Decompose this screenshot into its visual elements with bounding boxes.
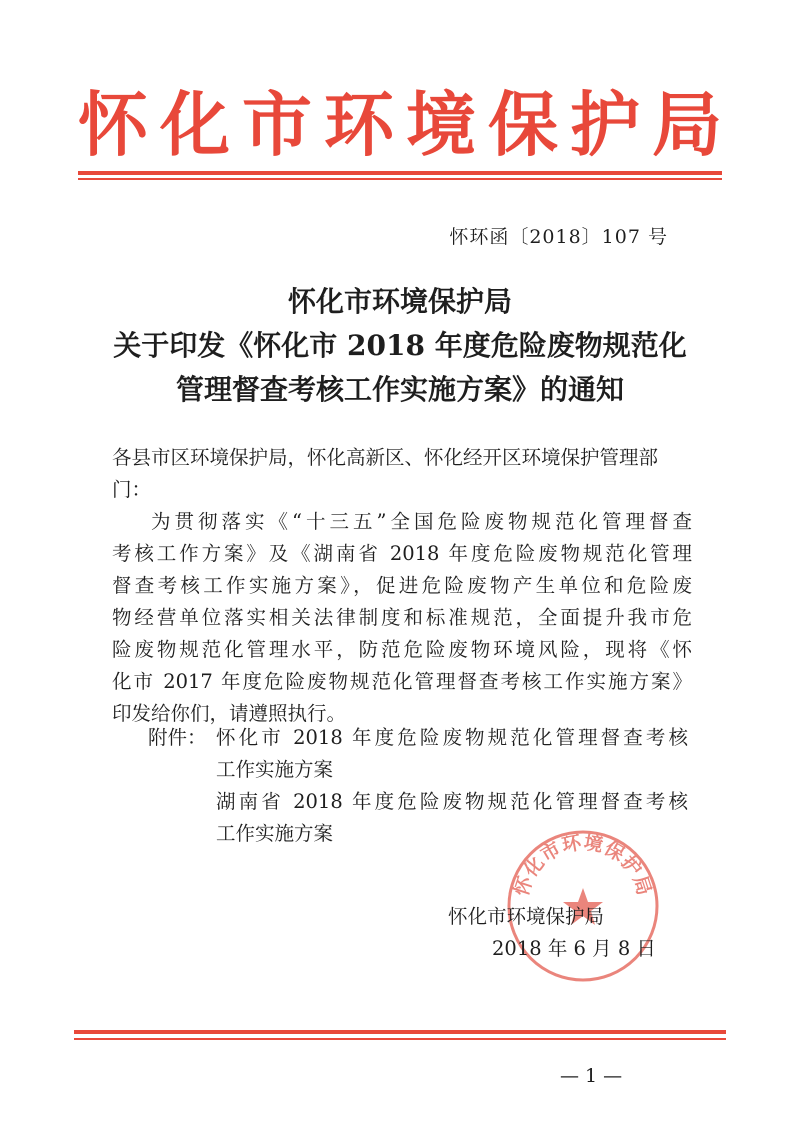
attachments-label: 附件： (148, 726, 207, 749)
page-number: — 1 — (560, 1065, 623, 1087)
attachment-item-line: 怀化市 2018 年度危险废物规范化管理督查考核 (216, 726, 688, 749)
masthead-char: 局 (652, 84, 722, 166)
footer-rule-thin (74, 1038, 726, 1040)
masthead-char: 环 (324, 84, 394, 166)
masthead-char: 怀 (78, 84, 148, 166)
title-line: 怀化市环境保护局 (287, 285, 512, 318)
body-line: 督查考核工作实施方案》，促进危险废物产生单位和危险废 (112, 574, 692, 597)
attachment-item-line: 工作实施方案 (216, 822, 334, 845)
body-line: 物经营单位落实相关法律制度和标准规范，全面提升我市危 (112, 606, 692, 629)
masthead-rule-thin (78, 178, 722, 180)
title-line: 管理督查考核工作实施方案》的通知 (175, 373, 624, 406)
body-line: 印发给你们，请遵照执行。 (112, 702, 347, 725)
document-number: 怀环函〔2018〕107 号 (449, 226, 668, 248)
attachment-item-line: 湖南省 2018 年度危险废物规范化管理督查考核 (216, 790, 688, 813)
footer-rule-thick (74, 1030, 726, 1034)
svg-text:怀化市环境保护局: 怀化市环境保护局 (510, 831, 656, 899)
masthead-char: 保 (488, 84, 558, 166)
body-line: 化市 2017 年度危险废物规范化管理督查考核工作实施方案》 (112, 670, 692, 693)
masthead-char: 市 (242, 84, 312, 166)
document-body (112, 442, 692, 730)
attachment-item-line: 工作实施方案 (216, 758, 334, 781)
signature-organization: 怀化市环境保护局 (448, 905, 605, 928)
title-line: 关于印发《怀化市 2018 年度危险废物规范化 (113, 329, 687, 362)
masthead-title (78, 82, 722, 168)
masthead-char: 护 (570, 84, 640, 166)
body-line: 考核工作方案》及《湖南省 2018 年度危险废物规范化管理 (112, 542, 692, 565)
document-title (80, 280, 720, 412)
masthead-rule-thick (78, 171, 722, 175)
body-line: 险废物规范化管理水平，防范危险废物环境风险，现将《怀 (112, 638, 692, 661)
masthead-char: 化 (160, 84, 230, 166)
body-line: 为贯彻落实《“十三五”全国危险废物规范化管理督查 (151, 510, 692, 533)
salutation: 各县市区环境保护局，怀化高新区、怀化经开区环境保护管理部门： (112, 446, 659, 501)
masthead-char: 境 (406, 84, 476, 166)
signature-date: 2018 年 6 月 8 日 (492, 937, 656, 960)
